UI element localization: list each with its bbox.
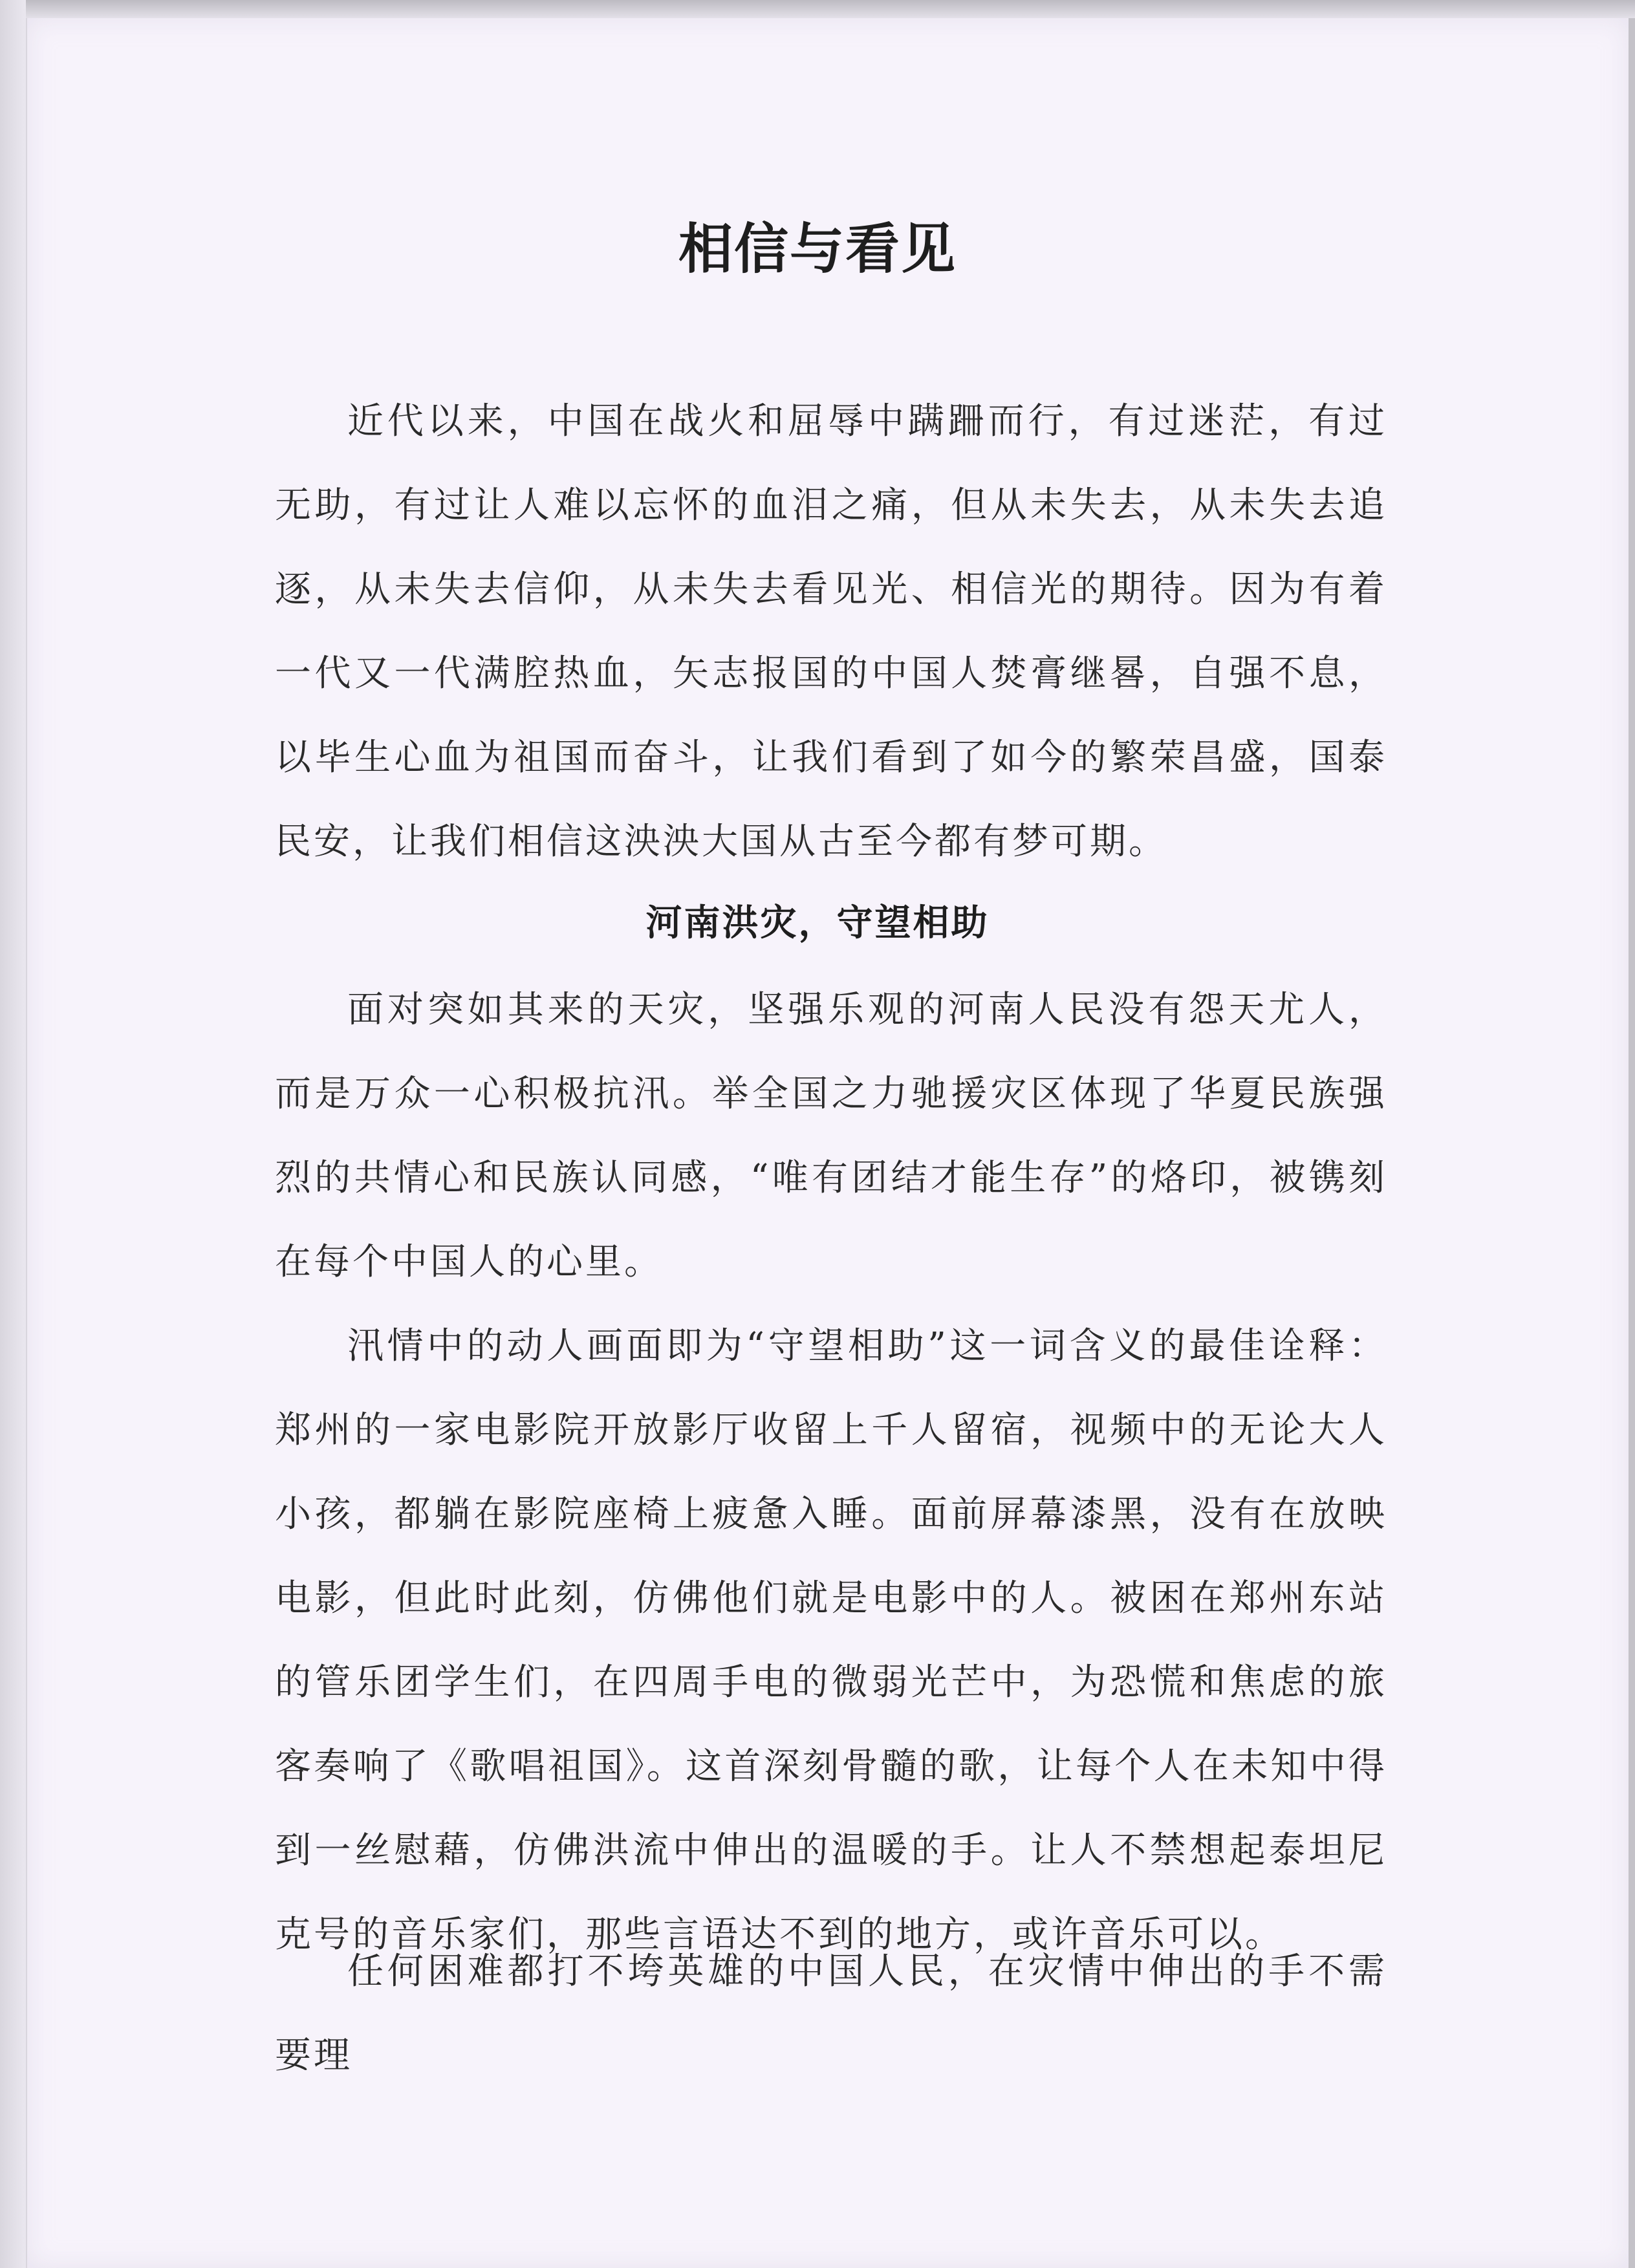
scan-left-edge bbox=[0, 0, 26, 2268]
body-paragraph-2: 汛情中的动人画面即为“守望相助”这一词含义的最佳诠释：郑州的一家电影院开放影厅收留上千人留宿，视频中的无论大人小孩，都躺在影院座椅上疲惫入睡。面前屏幕漆黑，没有在放映电影，但此时此刻，仿佛他们就是电影中的人。被困在郑州东站的管乐团学生们，在四周手电的微弱光芒中，为恐慌和焦虑的旅客奏响了《歌唱祖国》。这首深刻骨髓的歌，让每个人在未知中得到一丝慰藉，仿佛洪流中伸出的温暖的手。让人不禁想起泰坦尼克号的音乐家们，那些言语达不到的地方，或许音乐可以。 bbox=[275, 1325, 1387, 1956]
scan-top-edge bbox=[0, 0, 1635, 18]
body-paragraph-3: 任何困难都打不垮英雄的中国人民，在灾情中伸出的手不需要理 bbox=[275, 1950, 1387, 2077]
body-paragraph-1: 面对突如其来的天灾，坚强乐观的河南人民没有怨天尤人，而是万众一心积极抗汛。举全国之力驰援灾区体现了华夏民族强烈的共情心和民族认同感，“唯有团结才能生存”的烙印，被镌刻在每个中国人的心里。 bbox=[275, 989, 1387, 1283]
intro-paragraph: 近代以来，中国在战火和屈辱中蹒跚而行，有过迷茫，有过无助，有过让人难以忘怀的血泪之痛，但从未失去，从未失去追逐，从未失去信仰，从未失去看见光、相信光的期待。因为有着一代又一代满腔热血，矢志报国的中国人焚膏继晷，自强不息，以毕生心血为祖国而奋斗，让我们看到了如今的繁荣昌盛，国泰民安，让我们相信这泱泱大国从古至今都有梦可期。 bbox=[275, 400, 1387, 863]
document-title: 相信与看见 bbox=[678, 217, 957, 281]
section-title: 河南洪灾，守望相助 bbox=[645, 902, 990, 944]
